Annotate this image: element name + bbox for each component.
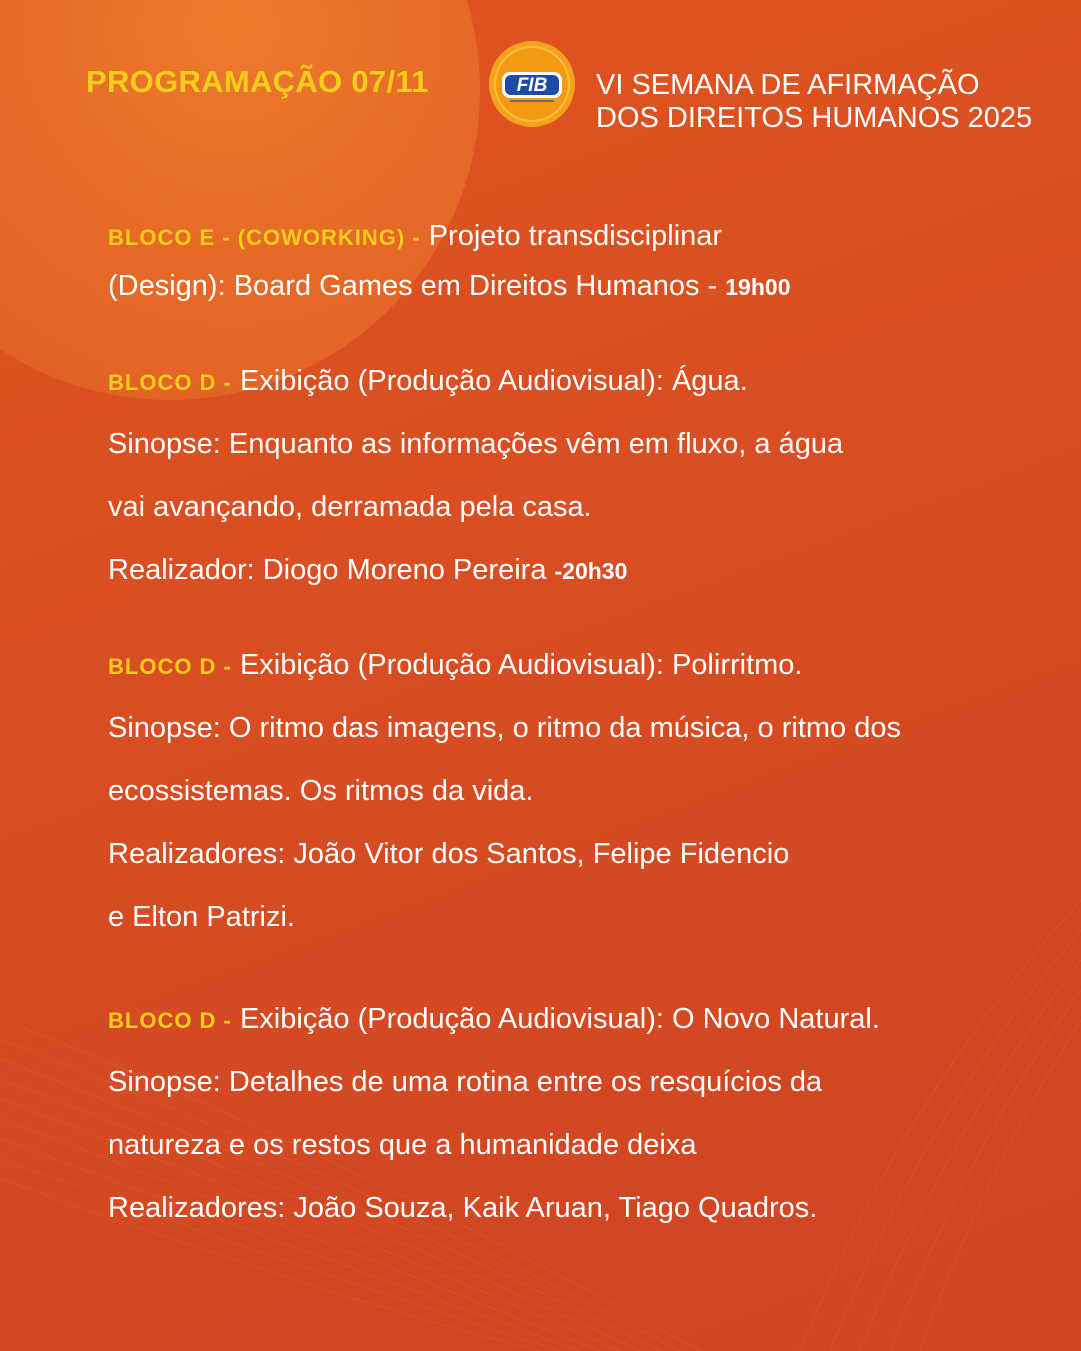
block-1-time: 19h00: [725, 274, 791, 300]
block-2-line-1: [108, 365, 748, 398]
block-2-line-4: [108, 554, 627, 587]
block-4-label: BLOCO D -: [108, 1008, 232, 1033]
block-2-text-3: vai avançando, derramada pela casa.: [108, 491, 592, 523]
block-4-line-2: [108, 1066, 822, 1099]
block-2-text-1: Exibição (Produção Audiovisual): Água.: [231, 365, 748, 397]
block-2-time: -20h30: [554, 558, 628, 584]
block-4-text-2: Sinopse: Detalhes de uma rotina entre os resquícios da: [108, 1066, 823, 1098]
block-1-label: BLOCO E - (COWORKING) -: [108, 225, 421, 250]
block-4-line-4: [108, 1192, 817, 1225]
block-3-text-4: Realizadores: João Vitor dos Santos, Felipe Fidencio: [108, 838, 790, 870]
block-2-line-2: [108, 428, 843, 461]
block-4-line-3: [108, 1129, 696, 1162]
programacao-title: PROGRAMAÇÃO 07/11: [86, 64, 429, 99]
block-2-line-3: [108, 491, 592, 524]
header: [0, 0, 1081, 170]
block-1-line-2: [108, 270, 790, 303]
block-4-text-4: Realizadores: João Souza, Kaik Aruan, Tiago Quadros.: [108, 1192, 818, 1224]
block-2-label: BLOCO D -: [108, 370, 232, 395]
block-2-text-4: Realizador: Diogo Moreno Pereira: [108, 554, 555, 586]
block-2-text-2: Sinopse: Enquanto as informações vêm em fluxo, a água: [108, 428, 844, 460]
event-title-line1: VI SEMANA DE AFIRMAÇÃO: [596, 69, 980, 101]
block-1-text-1: Projeto transdisciplinar: [420, 220, 723, 252]
block-3-line-1: [108, 649, 802, 682]
logo-text: FIB: [516, 75, 548, 96]
block-3-text-1: Exibição (Produção Audiovisual): Polirritmo.: [231, 649, 803, 681]
block-4-text-3: natureza e os restos que a humanidade deixa: [108, 1129, 697, 1161]
block-4-line-1: [108, 1003, 880, 1036]
block-3-text-3: ecossistemas. Os ritmos da vida.: [108, 775, 534, 807]
block-3-line-5: [108, 901, 295, 934]
event-title: [596, 69, 1032, 135]
block-3-text-2: Sinopse: O ritmo das imagens, o ritmo da música, o ritmo dos: [108, 712, 901, 744]
block-3-line-3: [108, 775, 533, 808]
event-title-line2: DOS DIREITOS HUMANOS 2025: [596, 102, 1033, 134]
fib-logo: [488, 40, 576, 128]
block-1-text-2: (Design): Board Games em Direitos Humanos -: [108, 270, 726, 302]
block-3-line-2: [108, 712, 901, 745]
block-3-line-4: [108, 838, 789, 871]
block-3-label: BLOCO D -: [108, 654, 232, 679]
block-1-line-1: [108, 220, 722, 253]
block-4-text-1: Exibição (Produção Audiovisual): O Novo Natural.: [231, 1003, 880, 1035]
block-3-text-5: e Elton Patrizi.: [108, 901, 295, 933]
